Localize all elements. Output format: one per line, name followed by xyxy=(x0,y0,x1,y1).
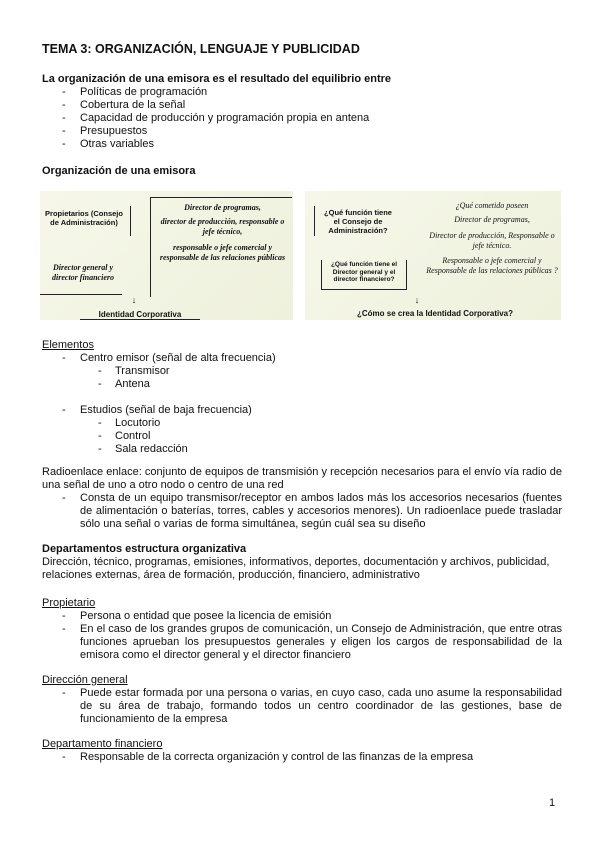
propietario-section xyxy=(42,597,562,662)
list-item: - Control xyxy=(42,430,562,443)
elementos-heading: Elementos xyxy=(42,339,94,351)
question-staff-a: ¿Qué cometido poseen xyxy=(455,201,529,210)
radioenlace-section xyxy=(42,466,562,531)
intro-section xyxy=(42,73,562,151)
question-board: ¿Qué función tiene el Consejo de Administración? xyxy=(324,208,392,235)
question-staff-d: Responsable o jefe comercial y Responsable de las relaciones públicas ? xyxy=(426,256,558,275)
financiero-section xyxy=(42,738,562,764)
direccion-section xyxy=(42,674,562,726)
owners-box: Propietarios (Consejo de Administración) xyxy=(45,209,123,227)
financiero-heading: Departamento financiero xyxy=(42,738,163,750)
staff-text-3: responsable o jefe comercial y responsable de las relaciones públicas xyxy=(159,243,286,262)
propietario-heading: Propietario xyxy=(42,597,96,609)
arrow-down-icon: ↓ xyxy=(131,295,137,305)
departamentos-heading: Departamentos estructura organizativa xyxy=(42,543,247,555)
question-staff-c: Director de producción, Responsable o jefe técnico. xyxy=(429,231,555,250)
arrow-down-icon: ↓ xyxy=(414,295,420,305)
staff-text-2: director de producción, responsable o jefe técnico, xyxy=(160,217,285,236)
intro-heading: La organización de una emisora es el resultado del equilibrio entre xyxy=(42,73,392,85)
list-item: - Consta de un equipo transmisor/receptor en ambos lados más los accesorios necesarios (fuentes de alimentación o baterías, torres, cables y accesorios menores). Un radioenlace puede trasladar sólo una señal o varias de forma simultánea, según cuál sea su diseño xyxy=(42,492,562,531)
departamentos-text: Dirección, técnico, programas, emisiones, informativos, deportes, documentación y archivos, publicidad, relaciones externas, área de formación, producción, financiero, administrativo xyxy=(42,556,550,581)
list-item: - Presupuestos xyxy=(42,125,562,138)
direccion-heading: Dirección general xyxy=(42,674,128,686)
list-item: - Otras variables xyxy=(42,138,562,151)
list-item: - Cobertura de la señal xyxy=(42,99,562,112)
list-item: - Antena xyxy=(42,378,562,391)
list-item: - Sala redacción xyxy=(42,443,562,456)
list-item: - Locutorio xyxy=(42,417,562,430)
list-item: - Políticas de programación xyxy=(42,86,562,99)
diagram-footer: Identidad Corporativa xyxy=(80,310,200,320)
list-item: - Capacidad de producción y programación propia en antena xyxy=(42,112,562,125)
list-item: - Responsable de la correcta organización y control de las finanzas de la empresa xyxy=(42,751,562,764)
list-item: - Centro emisor (señal de alta frecuencia) xyxy=(42,352,562,365)
list-item: - Persona o entidad que posee la licencia de emisión xyxy=(42,610,562,623)
directors-box: Director general y director financiero xyxy=(52,263,114,282)
list-item: - En el caso de los grandes grupos de comunicación, un Consejo de Administración, que entre otras funciones aprueban los presupuestos generales y eligen los cargos de responsabilidad de la emisora como el director general y el director financiero xyxy=(42,623,562,662)
departamentos-section xyxy=(42,543,562,582)
list-item: - Transmisor xyxy=(42,365,562,378)
staff-text-1: Director de programas, xyxy=(184,203,261,212)
list-item: - Estudios (señal de baja frecuencia) xyxy=(42,404,562,417)
org-heading: Organización de una emisora xyxy=(42,165,196,177)
radioenlace-text: Radioenlace enlace: conjunto de equipos de transmisión y recepción necesarios para el envío vía radio de una señal de uno a otro nodo o centro de una red xyxy=(42,466,562,491)
page-number: 1 xyxy=(549,797,556,809)
elementos-section xyxy=(42,339,562,456)
diagram-right xyxy=(305,191,561,320)
diagram-footer: ¿Cómo se crea la Identidad Corporativa? xyxy=(356,309,514,318)
list-item: - Puede estar formada por una persona o varias, en cuyo caso, cada uno asume la responsabilidad de su área de trabajo, formando todos un centro coordinador de las gestiones, base de funcionamiento de la empresa xyxy=(42,687,562,726)
question-directors: ¿Qué función tiene el Director general y el director financiero? xyxy=(330,261,398,283)
page-title: TEMA 3: ORGANIZACIÓN, LENGUAJE Y PUBLICIDAD xyxy=(42,42,360,56)
question-staff-b: Director de programas, xyxy=(454,215,530,224)
diagram-left xyxy=(40,191,293,320)
